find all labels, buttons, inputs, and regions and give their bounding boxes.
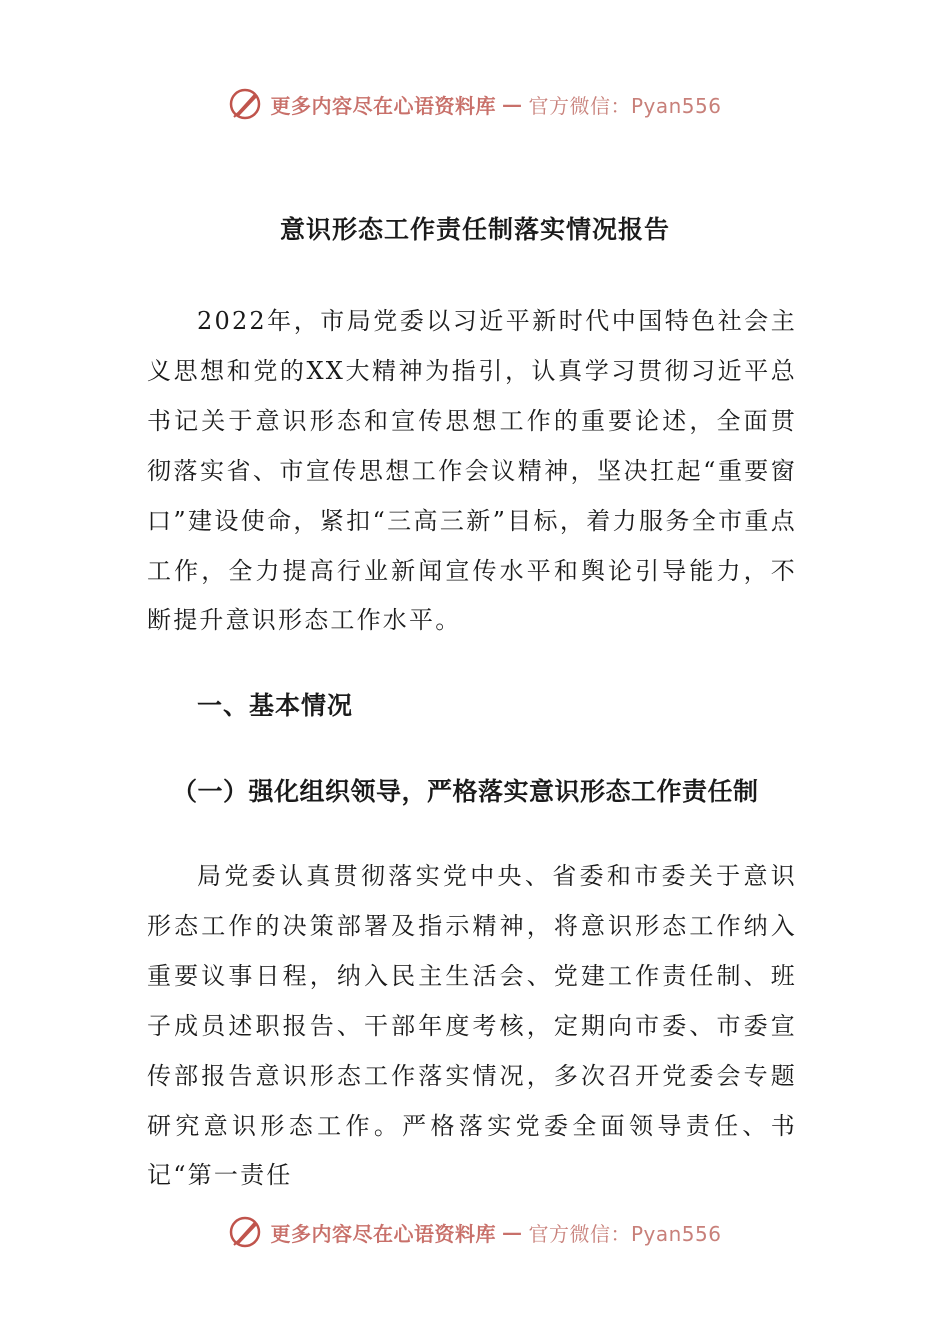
watermark-contact: 官方微信：Pyan556	[528, 1221, 722, 1246]
quill-logo-icon	[228, 1214, 264, 1250]
intro-paragraph: 2022年，市局党委以习近平新时代中国特色社会主义思想和党的XX大精神为指引，认真学习贯彻习近平总书记关于意识形态和宣传思想工作的重要论述，全面贯彻落实省、市宣传思想工作会议精神，坚决扛起“重要窗口”建设使命，紧扣“三高三新”目标，着力服务全市重点工作，全力提高行业新闻宣传水平和舆论引导能力，不断提升意识形态工作水平。	[147, 307, 797, 635]
watermark-separator: —	[501, 92, 523, 116]
watermark-brand: 更多内容尽在心语资料库	[270, 93, 496, 118]
watermark-banner	[228, 86, 721, 122]
body-paragraph: 局党委认真贯彻落实党中央、省委和市委关于意识形态工作的决策部署及指示精神，将意识形态工作纳入重要议事日程，纳入民主生活会、党建工作责任制、班子成员述职报告、干部年度考核，定期向市委、市委宣传部报告意识形态工作落实情况，多次召开党委会专题研究意识形态工作。严格落实党委全面领导责任、书记“第一责任	[147, 862, 797, 1190]
subsection-heading: （一）强化组织领导，严格落实意识形态工作责任制	[172, 777, 759, 806]
watermark-contact: 官方微信：Pyan556	[528, 93, 722, 118]
header-watermark	[0, 82, 950, 126]
document-title: 意识形态工作责任制落实情况报告	[279, 215, 670, 244]
footer-watermark	[0, 1210, 950, 1254]
watermark-separator: —	[501, 1220, 523, 1244]
watermark-brand: 更多内容尽在心语资料库	[270, 1221, 496, 1246]
section-heading: 一、基本情况	[197, 691, 354, 720]
quill-logo-icon	[228, 86, 264, 122]
watermark-banner-footer	[228, 1214, 721, 1250]
